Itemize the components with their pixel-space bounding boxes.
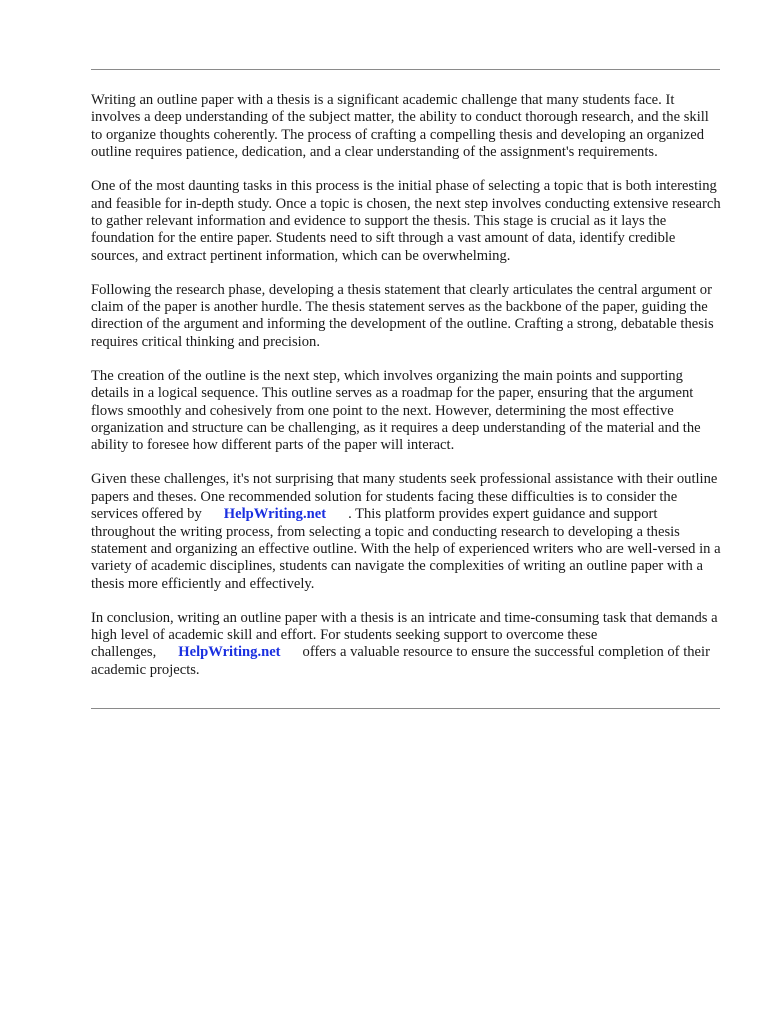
document-body xyxy=(91,92,723,696)
paragraph-text: Given these challenges, it's not surprising that many students seek professional assistance with their outline papers and theses. One recommended solution for students facing these difficulties is to consider the services offered by xyxy=(91,471,718,523)
paragraph-thesis-statement: Following the research phase, developing a thesis statement that clearly articulates the central argument or claim of the paper is another hurdle. The thesis statement serves as the backbone of the paper, guiding the direction of the argument and informing the development of the outline. Crafting a strong, debatable thesis requires critical thinking and precision. xyxy=(91,281,714,350)
helpwriting-link[interactable]: HelpWriting.net xyxy=(223,506,327,523)
paragraph-text: offers a valuable resource to ensure the successful completion of their academic projects. xyxy=(91,644,710,678)
paragraph-intro: Writing an outline paper with a thesis is a significant academic challenge that many students face. It involves a deep understanding of the subject matter, the ability to conduct thorough research, and the skill to organize thoughts coherently. The process of crafting a compelling thesis and developing an organized outline requires patience, dedication, and a clear understanding of the assignment's requirements. xyxy=(91,92,709,161)
paragraph-text: . This platform provides expert guidance and support throughout the writing process, from selecting a topic and conducting research to developing a thesis statement and organizing an effective outline. With the help of experienced writers who are well-versed in a variety of academic disciplines, students can navigate the complexities of writing an outline paper with a thesis more efficiently and effectively. xyxy=(91,506,721,592)
paragraph-professional-help xyxy=(91,471,723,593)
paragraph-text: In conclusion, writing an outline paper with a thesis is an intricate and time-consuming task that demands a high level of academic skill and effort. For students seeking support to overcome these challenges, xyxy=(91,609,718,661)
top-divider xyxy=(91,69,720,70)
bottom-divider xyxy=(91,708,720,709)
paragraph-outline-creation: The creation of the outline is the next step, which involves organizing the main points and supporting details in a logical sequence. This outline serves as a roadmap for the paper, ensuring that the argument flows smoothly and cohesively from one point to the next. However, determining the most effective organization and structure can be challenging, as it requires a deep understanding of the material and the ability to foresee how different parts of the paper will interact. xyxy=(91,367,701,454)
paragraph-topic-selection: One of the most daunting tasks in this process is the initial phase of selecting a topic that is both interesting and feasible for in-depth study. Once a topic is chosen, the next step involves conducting extensive research to gather relevant information and evidence to support the thesis. This stage is crucial as it lays the foundation for the entire paper. Students need to sift through a vast amount of data, identify credible sources, and extract pertinent information, which can be overwhelming. xyxy=(91,178,721,264)
paragraph-conclusion xyxy=(91,610,723,680)
helpwriting-link[interactable]: HelpWriting.net xyxy=(178,644,281,661)
